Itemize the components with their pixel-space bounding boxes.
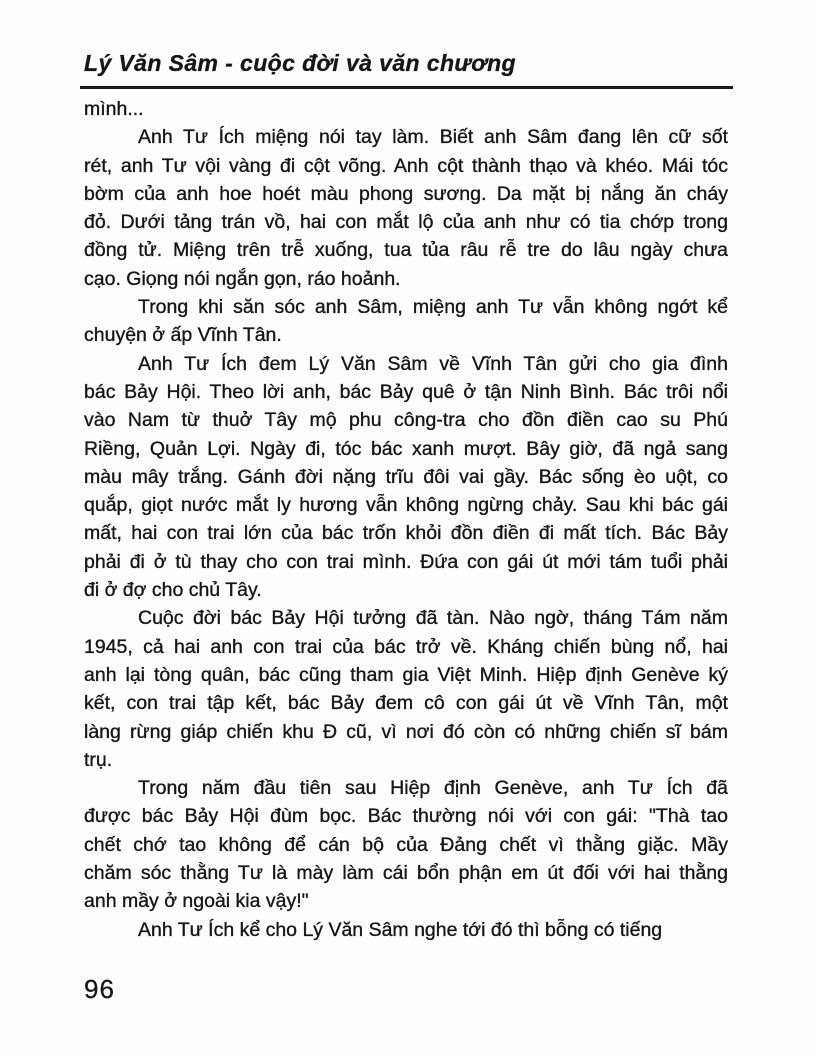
text-line: đi ở đợ cho chủ Tây.: [84, 579, 262, 602]
text-line: cạo. Giọng nói ngắn gọn, ráo hoảnh.: [84, 267, 401, 290]
text-line: chết chớ tao không để cán bộ của Đảng chết vì thằng giặc. Mầy: [84, 833, 728, 856]
text-line: anh mầy ở ngoài kia vậy!": [84, 890, 309, 913]
header-rule-divider: [80, 86, 733, 89]
text-line: mình...: [84, 98, 144, 120]
text-line: vào Nam từ thuở Tây mộ phu công-tra cho đồn điền cao su Phú: [84, 409, 728, 432]
text-line: chăm sóc thằng Tư là mày làm cái bổn phận em út đối với hai thằng: [84, 862, 728, 885]
text-line: chuyện ở ấp Vĩnh Tân.: [84, 324, 282, 347]
text-line: Anh Tư Ích miệng nói tay làm. Biết anh Sâm đang lên cữ sốt: [138, 126, 728, 149]
text-line: bác Bảy Hội. Theo lời anh, bác Bảy quê ở tận Ninh Bình. Bác trôi nổi: [84, 380, 728, 403]
text-line: Anh Tư Ích đem Lý Văn Sâm về Vĩnh Tân gửi cho gia đình: [138, 352, 728, 375]
text-line: trụ.: [84, 748, 113, 771]
text-line: bờm của anh hoe hoét màu phong sương. Da mặt bị nắng ăn cháy: [84, 182, 728, 205]
body-text: [84, 95, 728, 944]
text-line: làng rừng giáp chiến khu Đ cũ, vì nơi đó còn có những chiến sĩ bám: [84, 720, 728, 743]
text-line: Anh Tư Ích kể cho Lý Văn Sâm nghe tới đó thì bỗng có tiếng: [138, 918, 663, 941]
text-line: đỏ. Dưới tảng trán vồ, hai con mắt lộ của anh như có tia chớp trong: [84, 211, 728, 234]
text-line: rét, anh Tư vội vàng đi cột võng. Anh cột thành thạo và khéo. Mái tóc: [84, 154, 728, 177]
text-line: Riềng, Quản Lợi. Ngày đi, tóc bác xanh mượt. Bây giờ, đã ngả sang: [84, 437, 728, 460]
text-line: 1945, cả hai anh con trai của bác trở về. Kháng chiến bùng nổ, hai: [84, 635, 728, 658]
text-line: anh lại tòng quân, bác cũng tham gia Việt Minh. Hiệp định Genève ký: [84, 663, 728, 686]
text-line: mất, hai con trai lớn của bác trốn khỏi đồn điền đi mất tích. Bác Bảy: [84, 522, 728, 545]
page-number: 96: [84, 974, 115, 1004]
text-line: phải đi ở tù thay cho con trai mình. Đứa con gái út mới tám tuổi phải: [84, 550, 728, 573]
text-line: đồng tử. Miệng trên trễ xuống, tua tủa râu rễ tre do lâu ngày chưa: [84, 239, 728, 262]
text-line: kết, con trai tập kết, bác Bảy đem cô con gái út về Vĩnh Tân, một: [84, 692, 728, 715]
text-line: Trong khi săn sóc anh Sâm, miệng anh Tư vẫn không ngớt kể: [138, 296, 728, 319]
text-line: màu mây trắng. Gánh đời nặng trĩu đôi vai gầy. Bác sống èo uột, co: [84, 465, 728, 488]
text-line: Trong năm đầu tiên sau Hiệp định Genève, anh Tư Ích đã: [138, 777, 728, 800]
text-line: Cuộc đời bác Bảy Hội tưởng đã tàn. Nào ngờ, tháng Tám năm: [138, 607, 728, 630]
text-line: quắp, giọt nước mắt ly hương vẫn không ngừng chảy. Sau khi bác gái: [84, 494, 728, 517]
running-header-title: Lý Văn Sâm - cuộc đời và văn chương: [84, 50, 516, 76]
text-line: được bác Bảy Hội đùm bọc. Bác thường nói với con gái: "Thà tao: [84, 805, 728, 828]
